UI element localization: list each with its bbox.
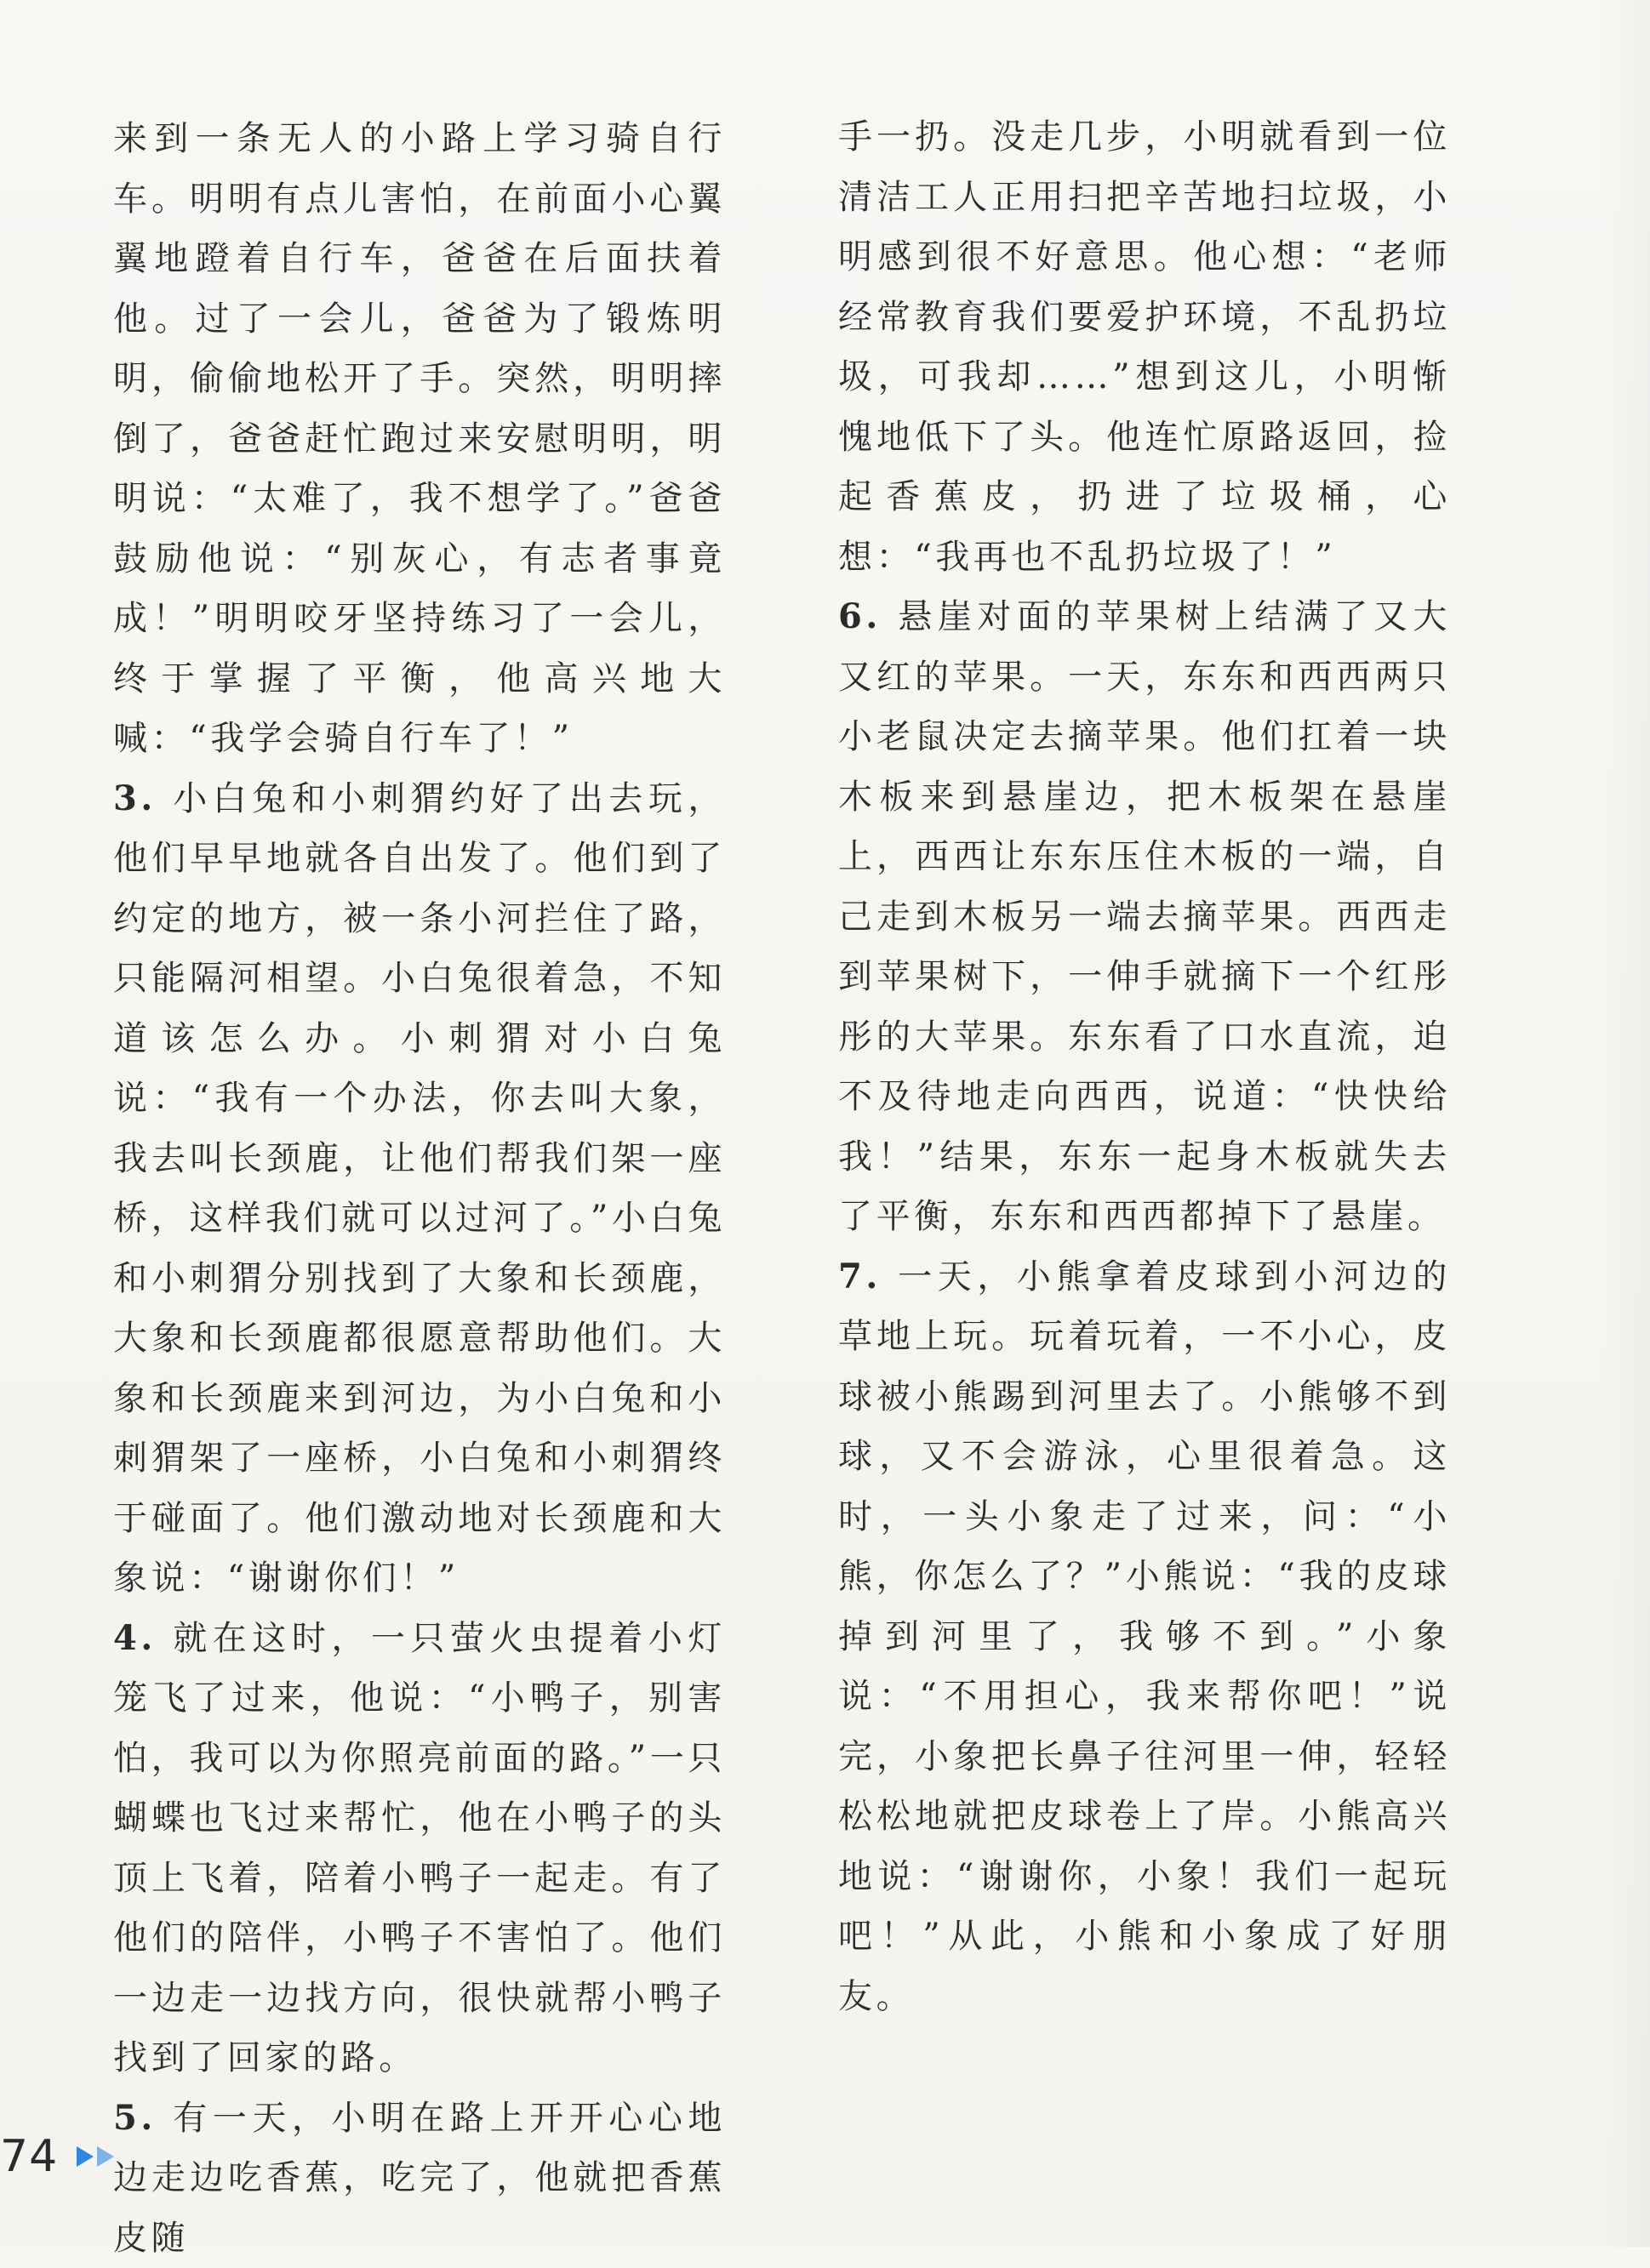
paragraph-number: 7. xyxy=(838,1257,882,1296)
paragraph-number: 4. xyxy=(113,1618,157,1658)
page-edge-shadow xyxy=(1599,0,1650,2247)
paragraph-4 xyxy=(113,1609,726,2088)
right-text-column xyxy=(838,107,1451,2026)
paragraph-5-continued: 手一扔。没走几步，小明就看到一位清洁工人正用扫把辛苦地扫垃圾，小明感到很不好意思。他心想：“老师经常教育我们要爱护环境，不乱扔垃圾，可我却……”想到这儿，小明惭愧地低下了头。他连忙原路返回，捡起香蕉皮，扔进了垃圾桶，心想：“我再也不乱扔垃圾了！” xyxy=(838,107,1451,587)
page-footer xyxy=(0,2127,114,2186)
play-arrows-icon xyxy=(77,2146,114,2167)
paragraph-text: 就在这时，一只萤火虫提着小灯笼飞了过来，他说：“小鸭子，别害怕，我可以为你照亮前面的路。”一只蝴蝶也飞过来帮忙，他在小鸭子的头顶上飞着，陪着小鸭子一起走。有了他们的陪伴，小鸭子不害怕了。他们一边走一边找方向，很快就帮小鸭子找到了回家的路。 xyxy=(113,1619,726,2078)
paragraph-6 xyxy=(838,587,1451,1247)
paragraph-text: 一天，小熊拿着皮球到小河边的草地上玩。玩着玩着，一不小心，皮球被小熊踢到河里去了。小熊够不到球，又不会游泳，心里很着急。这时，一头小象走了过来，问：“小熊，你怎么了？”小熊说：“我的皮球掉到河里了，我够不到。”小象说：“不用担心，我来帮你吧！”说完，小象把长鼻子往河里一伸，轻轻松松地就把皮球卷上了岸。小熊高兴地说：“谢谢你，小象！我们一起玩吧！”从此，小熊和小象成了好朋友。 xyxy=(838,1257,1451,2016)
paragraph-text: 小白兔和小刺猬约好了出去玩，他们早早地就各自出发了。他们到了约定的地方，被一条小河拦住了路，只能隔河相望。小白兔很着急，不知道该怎么办。小刺猬对小白兔说：“我有一个办法，你去叫大象，我去叫长颈鹿，让他们帮我们架一座桥，这样我们就可以过河了。”小白兔和小刺猬分别找到了大象和长颈鹿，大象和长颈鹿都很愿意帮助他们。大象和长颈鹿来到河边，为小白兔和小刺猬架了一座桥，小白兔和小刺猬终于碰面了。他们激动地对长颈鹿和大象说：“谢谢你们！” xyxy=(113,779,726,1598)
paragraph-continued: 来到一条无人的小路上学习骑自行车。明明有点儿害怕，在前面小心翼翼地蹬着自行车，爸爸在后面扶着他。过了一会儿，爸爸为了锻炼明明，偷偷地松开了手。突然，明明摔倒了，爸爸赶忙跑过来安慰明明，明明说：“太难了，我不想学了。”爸爸鼓励他说：“别灰心，有志者事竟成！”明明咬牙坚持练习了一会儿，终于掌握了平衡，他高兴地大喊：“我学会骑自行车了！” xyxy=(113,109,726,769)
arrow-icon xyxy=(97,2146,114,2167)
paragraph-text: 有一天，小明在路上开开心心地边走边吃香蕉，吃完了，他就把香蕉皮随 xyxy=(113,2099,726,2258)
paragraph-7 xyxy=(838,1247,1451,2027)
left-text-column xyxy=(113,109,726,2268)
paragraph-number: 6. xyxy=(838,596,882,636)
page-number: 74 xyxy=(0,2131,58,2182)
arrow-icon xyxy=(77,2146,94,2167)
paragraph-3 xyxy=(113,769,726,1609)
paragraph-number: 5. xyxy=(113,2098,157,2138)
paragraph-text: 悬崖对面的苹果树上结满了又大又红的苹果。一天，东东和西西两只小老鼠决定去摘苹果。他们扛着一块木板来到悬崖边，把木板架在悬崖上，西西让东东压住木板的一端，自己走到木板另一端去摘苹果。西西走到苹果树下，一伸手就摘下一个红彤彤的大苹果。东东看了口水直流，迫不及待地走向西西，说道：“快快给我！”结果，东东一起身木板就失去了平衡，东东和西西都掉下了悬崖。 xyxy=(838,597,1451,1236)
paragraph-5 xyxy=(113,2088,726,2268)
paragraph-number: 3. xyxy=(113,778,157,818)
